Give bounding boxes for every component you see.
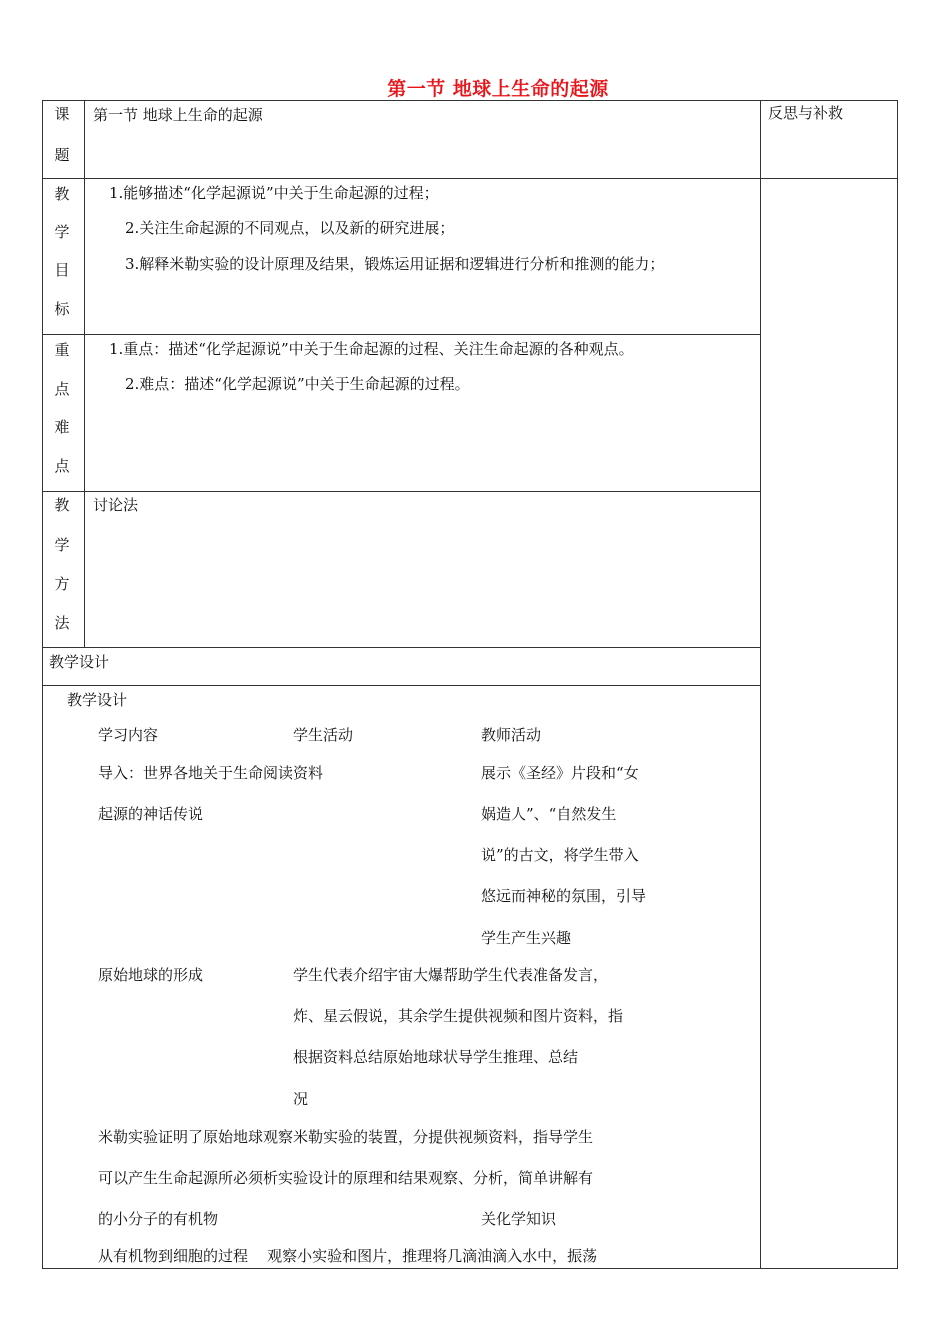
objective-item: 1.能够描述“化学起源说”中关于生命起源的过程； (109, 184, 439, 202)
keypoint-item: 1.重点：描述“化学起源说”中关于生命起源的过程、关注生命起源的各种观点。 (109, 340, 634, 358)
design-text: 说”的古文，将学生带入 (481, 846, 639, 864)
keypoints-label-char: 点 (54, 457, 70, 475)
design-text: 根据资料总结原始地球状导学生推理、总结 (293, 1048, 579, 1066)
course-label: 课 (54, 105, 70, 123)
keypoints-label-char: 难 (54, 418, 70, 436)
method-label-char: 方 (54, 575, 70, 593)
col-header-content: 学习内容 (98, 726, 159, 744)
course-title: 第一节 地球上生命的起源 (93, 106, 263, 124)
objectives-label-char: 教 (54, 185, 70, 203)
method-value: 讨论法 (93, 496, 139, 514)
col-header-teacher: 教师活动 (481, 726, 542, 744)
design-inner-title: 教学设计 (67, 691, 128, 709)
keypoint-item: 2.难点：描述“化学起源说”中关于生命起源的过程。 (125, 375, 470, 393)
design-text: 展示《圣经》片段和“女 (481, 764, 639, 782)
design-text: 从有机物到细胞的过程 观察小实验和图片，推理将几滴油滴入水中，振荡 (98, 1247, 598, 1265)
design-text: 炸、星云假说，其余学生提供视频和图片资料，指 (293, 1007, 624, 1025)
keypoints-label-char: 重 (54, 341, 70, 359)
page-title: 第一节 地球上生命的起源 (387, 78, 609, 100)
objectives-label-char: 目 (54, 261, 70, 279)
objectives-label-char: 学 (54, 223, 70, 241)
design-text: 起源的神话传说 (98, 805, 204, 823)
col-header-student: 学生活动 (293, 726, 354, 744)
design-text: 原始地球的形成 (98, 966, 204, 984)
objective-item: 2.关注生命起源的不同观点，以及新的研究进展； (125, 219, 455, 237)
design-section-label: 教学设计 (49, 653, 110, 671)
design-text: 导入：世界各地关于生命阅读资料 (98, 764, 324, 782)
design-text: 的小分子的有机物 (98, 1210, 219, 1228)
design-text: 学生代表介绍宇宙大爆帮助学生代表准备发言， (293, 966, 609, 984)
method-label-char: 法 (54, 614, 70, 632)
design-text: 况 (293, 1090, 309, 1108)
objectives-label-char: 标 (54, 300, 70, 318)
course-label: 题 (54, 146, 70, 164)
design-text: 米勒实验证明了原始地球观察米勒实验的装置，分提供视频资料，指导学生 (98, 1128, 594, 1146)
objective-item: 3.解释米勒实验的设计原理及结果，锻炼运用证据和逻辑进行分析和推测的能力； (125, 255, 665, 273)
keypoints-label-char: 点 (54, 380, 70, 398)
design-text: 娲造人”、“自然发生 (481, 805, 617, 823)
design-text: 可以产生生命起源所必须析实验设计的原理和结果观察、分析，简单讲解有 (98, 1169, 594, 1187)
design-text: 悠远而神秘的氛围，引导 (481, 887, 647, 905)
method-label-char: 学 (54, 536, 70, 554)
reflection-header: 反思与补救 (768, 104, 844, 122)
design-text: 关化学知识 (481, 1210, 557, 1228)
method-label-char: 教 (54, 496, 70, 514)
design-text: 学生产生兴趣 (481, 929, 572, 947)
